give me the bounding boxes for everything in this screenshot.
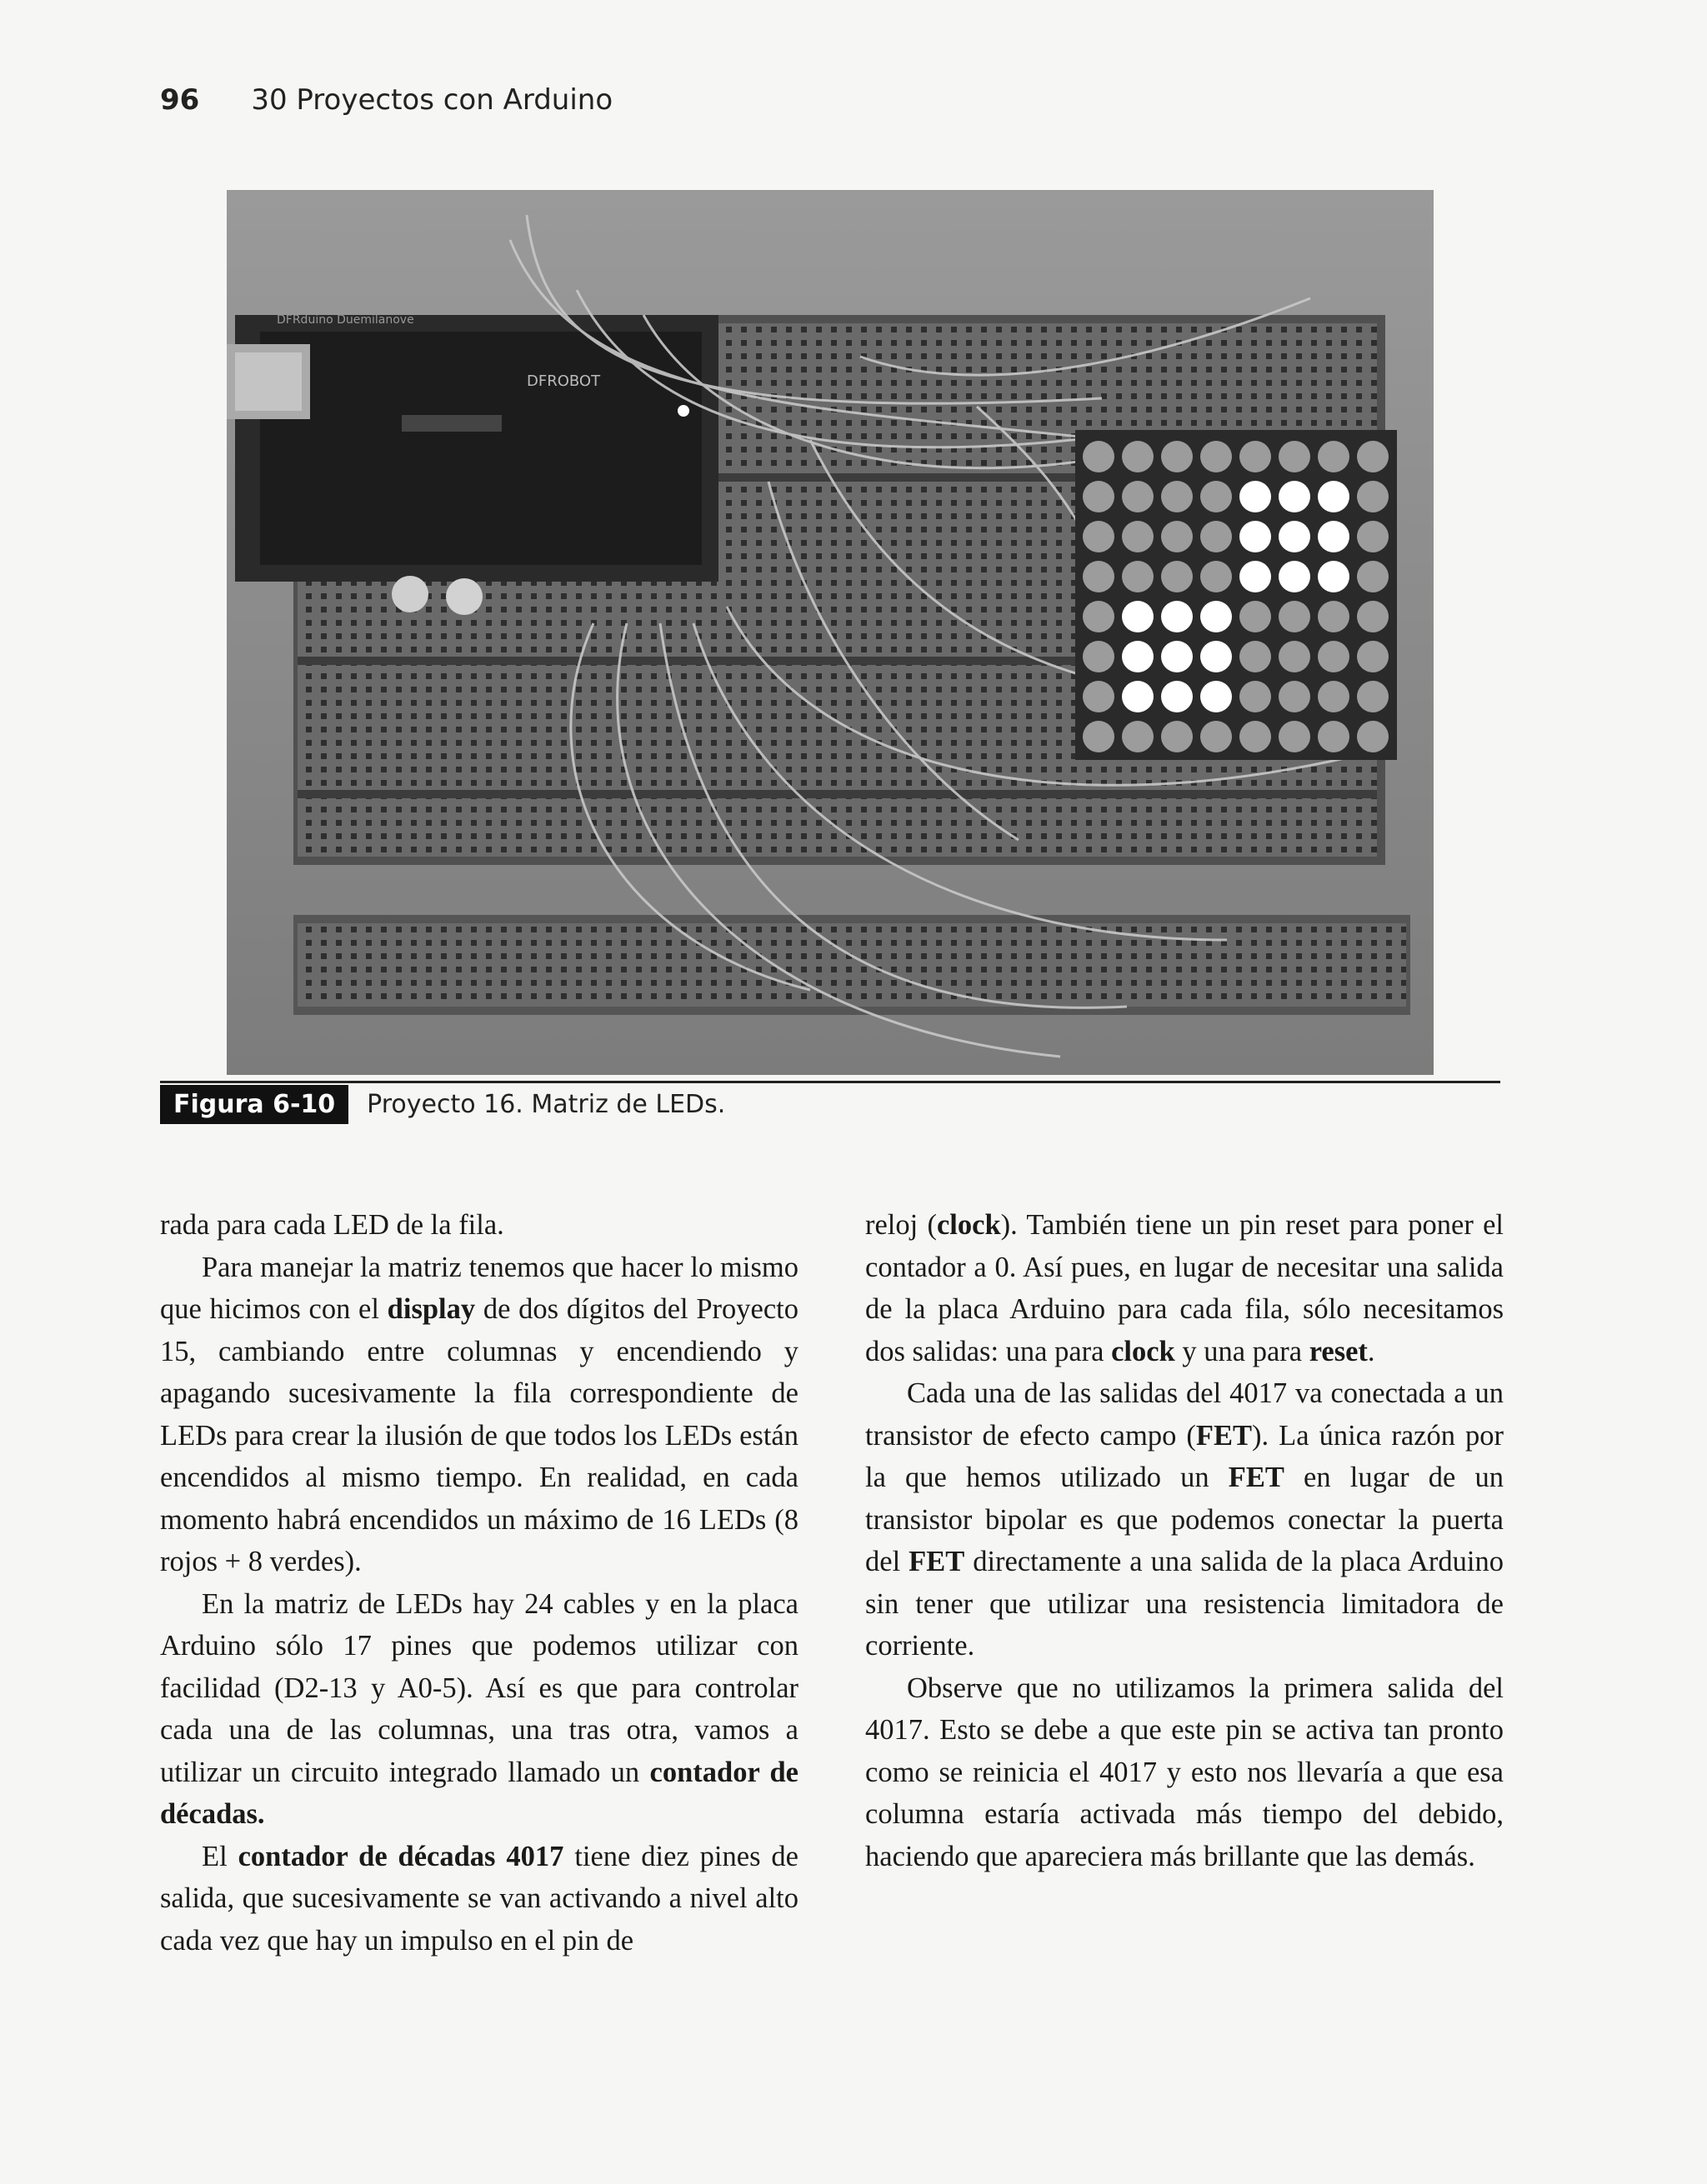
text-run: . (1367, 1335, 1375, 1367)
led-dot (1357, 521, 1389, 552)
led-dot (1279, 601, 1310, 632)
led-dot (1161, 481, 1193, 512)
led-dot (1122, 521, 1154, 552)
led-dot (1318, 681, 1349, 712)
text-run: rada para cada LED de la fila. (160, 1209, 504, 1241)
led-dot (1122, 721, 1154, 752)
breadboard-photo-illustration (227, 190, 1434, 1075)
text-run: y una para (1174, 1335, 1309, 1367)
led-dot (1279, 481, 1310, 512)
bold-term: contador de décadas 4017 (238, 1840, 564, 1872)
right-column (865, 1204, 1504, 1877)
bold-term: FET (1195, 1419, 1252, 1452)
text-run: de dos dígitos del Proyecto 15, cambiando entre columnas y encendiendo y apagando sucesivamente la fila correspondiente de LEDs para crear la ilusión de que todos los LEDs están encendidos al mismo tiempo. En realidad, en cada momento habrá encendidos un máximo de 16 LEDs (8 rojos + 8 verdes). (160, 1293, 798, 1577)
led-dot (1318, 481, 1349, 512)
led-dot (1239, 481, 1271, 512)
right-paragraph-1 (865, 1204, 1504, 1372)
led-dot (1200, 681, 1232, 712)
led-dot (1357, 561, 1389, 592)
led-dot (1239, 601, 1271, 632)
led-dot (1083, 601, 1114, 632)
led-dot (1083, 681, 1114, 712)
led-dot (1200, 721, 1232, 752)
text-run: En la matriz de LEDs hay 24 cables y en la placa Arduino sólo 17 pines que podemos utilizar con facilidad (D2-13 y A0-5). Así es que para controlar cada una de las columnas, una tras otra, vamos a utilizar un circuito integrado llamado un (160, 1587, 798, 1788)
bold-term: display (387, 1293, 476, 1325)
bold-term: FET (1228, 1462, 1284, 1493)
right-paragraph-2 (865, 1372, 1504, 1667)
led-dot (1318, 561, 1349, 592)
left-paragraph-3 (160, 1583, 798, 1836)
led-dot (1200, 641, 1232, 672)
led-dot (1357, 481, 1389, 512)
left-paragraph-2 (160, 1247, 798, 1583)
led-dot (1122, 481, 1154, 512)
led-dot (1122, 641, 1154, 672)
bold-term: clock (1111, 1335, 1175, 1367)
led-dot (1318, 441, 1349, 472)
text-run: tiene diez pines de salida, que sucesivamente se van activando a nivel alto cada vez que hay un impulso en el pin de (160, 1840, 798, 1957)
text-run: ). La única razón por la que hemos utilizado un (865, 1419, 1504, 1493)
board-model-label: DFRduino Duemilanove (277, 313, 414, 327)
led-dot (1161, 721, 1193, 752)
led-dot (1318, 721, 1349, 752)
running-header (160, 83, 613, 117)
left-column (160, 1204, 798, 1962)
text-run: en lugar de un transistor bipolar es que podemos conectar la puerta del (865, 1462, 1504, 1577)
text-run: reloj ( (865, 1209, 937, 1241)
led-dot (1279, 441, 1310, 472)
led-dot (1083, 641, 1114, 672)
book-title: 30 Proyectos con Arduino (251, 83, 613, 117)
led-dot (1279, 521, 1310, 552)
led-dot (1279, 681, 1310, 712)
left-paragraph-1 (160, 1204, 798, 1247)
led-dot (1239, 441, 1271, 472)
text-run: Cada una de las salidas del 4017 va conectada a un transistor de efecto campo ( (865, 1377, 1504, 1452)
led-dot (1239, 641, 1271, 672)
led-dot (1122, 601, 1154, 632)
page-number: 96 (160, 83, 200, 117)
led-dot (1083, 481, 1114, 512)
led-dot (1161, 681, 1193, 712)
led-dot (1083, 441, 1114, 472)
bold-term: FET (909, 1546, 965, 1577)
led-dot (1357, 641, 1389, 672)
led-dot (1239, 561, 1271, 592)
right-paragraph-3 (865, 1667, 1504, 1878)
figure-photo (227, 190, 1434, 1075)
text-run: ). También tiene un pin reset para poner el contador a 0. Así pues, en lugar de necesitar una salida de la placa Arduino para cada fila, sólo necesitamos dos salidas: una para (865, 1209, 1504, 1367)
led-dot (1200, 441, 1232, 472)
led-dot (1083, 721, 1114, 752)
led-dot (1318, 601, 1349, 632)
figure-caption (160, 1083, 725, 1125)
led-dot (1122, 561, 1154, 592)
led-dot (1239, 721, 1271, 752)
led-dot (1122, 681, 1154, 712)
led-dot (1200, 481, 1232, 512)
led-dot (1161, 441, 1193, 472)
led-dot (1279, 721, 1310, 752)
figure-label: Figura 6-10 (160, 1085, 348, 1124)
text-run: Para manejar la matriz tenemos que hacer lo mismo que hicimos con el (160, 1251, 798, 1325)
bold-term: clock (936, 1209, 1001, 1241)
led-dot (1122, 441, 1154, 472)
bold-term: reset (1309, 1335, 1368, 1367)
led-dot (1357, 721, 1389, 752)
led-dot (1318, 641, 1349, 672)
text-run: Observe que no utilizamos la primera salida del 4017. Esto se debe a que este pin se activa tan pronto como se reinicia el 4017 y esto nos llevaría a que esa columna estaría activada más tiempo del debido, haciendo que apareciera más brillante que las demás. (865, 1672, 1504, 1872)
led-dot (1239, 521, 1271, 552)
bold-term: contador de décadas. (160, 1756, 798, 1830)
led-dot (1279, 641, 1310, 672)
left-paragraph-4 (160, 1836, 798, 1962)
led-dot (1200, 561, 1232, 592)
led-dot (1357, 681, 1389, 712)
led-dot (1279, 561, 1310, 592)
led-dot (1200, 521, 1232, 552)
led-dot (1357, 441, 1389, 472)
led-dot (1161, 521, 1193, 552)
board-brand-label: DFROBOT (527, 372, 601, 390)
text-run: El (202, 1840, 238, 1872)
led-dot (1357, 601, 1389, 632)
led-dot (1083, 561, 1114, 592)
led-dot (1161, 641, 1193, 672)
led-dot (1083, 521, 1114, 552)
led-dot (1239, 681, 1271, 712)
figure-caption-text: Proyecto 16. Matriz de LEDs. (367, 1089, 726, 1119)
led-dot (1200, 601, 1232, 632)
led-dot (1161, 561, 1193, 592)
led-dot (1318, 521, 1349, 552)
led-dot (1161, 601, 1193, 632)
text-run: directamente a una salida de la placa Arduino sin tener que utilizar una resistencia limitadora de corriente. (865, 1546, 1504, 1662)
